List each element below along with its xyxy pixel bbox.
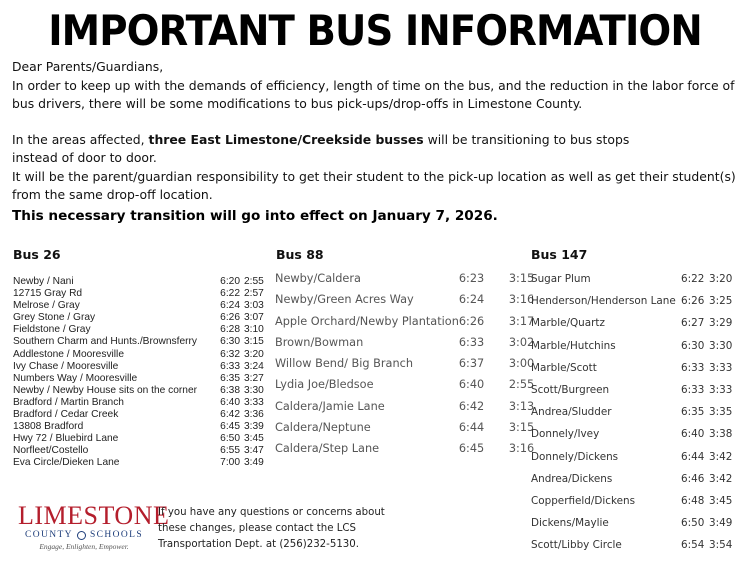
stop-name: Brown/Bowman	[275, 335, 364, 349]
stop-name: Norfleet/Costello	[13, 445, 89, 457]
schedule-row	[13, 397, 266, 409]
schedule-row	[13, 445, 266, 457]
schedule-row	[531, 490, 737, 512]
am-time: 6:35	[220, 372, 240, 384]
am-time: 6:46	[681, 472, 705, 485]
schedule-row	[13, 312, 266, 324]
stop-name: Caldera/Neptune	[275, 421, 371, 435]
schedule-row	[275, 374, 534, 395]
schedule-row	[531, 290, 737, 312]
am-time: 6:38	[220, 384, 240, 396]
pm-time: 3:15	[508, 421, 535, 435]
stop-name: Andrea/Sludder	[531, 406, 612, 419]
schedule-row	[13, 385, 266, 397]
stop-name: Bradford / Martin Branch	[13, 396, 124, 408]
paragraph-responsibility: It will be the parent/guardian responsibility to get their student to the pick-up location as well as get their student(s) from the same drop-off location.	[12, 168, 736, 202]
stop-name: Newby / Newby House sits on the corner	[13, 384, 198, 396]
stop-name: Numbers Way / Mooresville	[13, 372, 138, 384]
pm-time: 3:13	[508, 399, 535, 413]
pm-time: 3:29	[709, 317, 733, 330]
schedule-row	[531, 446, 737, 468]
schedule-row	[13, 349, 266, 361]
schedule-row	[13, 300, 266, 312]
pm-time: 2:55	[244, 276, 264, 287]
page-title: IMPORTANT BUS INFORMATION	[48, 6, 702, 55]
am-time: 6:45	[220, 421, 240, 433]
am-time: 6:44	[458, 421, 485, 435]
schedule-row	[13, 336, 266, 348]
stop-name: Newby / Nani	[13, 276, 74, 287]
am-time: 6:33	[681, 384, 705, 397]
schedule-row	[531, 468, 737, 490]
schedule-row	[275, 417, 534, 438]
stop-name: Sugar Plum	[531, 273, 591, 285]
bus-147-schedule	[531, 268, 737, 557]
am-time: 6:22	[220, 288, 240, 300]
am-time: 7:00	[220, 457, 240, 469]
schedule-row	[13, 324, 266, 336]
pm-time: 3:25	[709, 295, 733, 308]
pm-time: 3:00	[508, 357, 535, 371]
schedule-row	[531, 357, 737, 379]
pm-time: 3:30	[709, 339, 733, 352]
am-time: 6:40	[458, 378, 485, 392]
pm-time: 3:42	[709, 450, 733, 463]
pm-time: 3:02	[508, 335, 535, 349]
pm-time: 3:03	[244, 300, 264, 312]
limestone-county-schools-logo	[18, 501, 170, 551]
am-time: 6:33	[220, 360, 240, 372]
pm-time: 3:20	[709, 273, 733, 285]
paragraph-affected-bold: three East Limestone/Creekside busses	[148, 131, 424, 147]
am-time: 6:30	[220, 336, 240, 348]
stop-name: Hwy 72 / Bluebird Lane	[13, 433, 119, 445]
am-time: 6:33	[458, 335, 485, 349]
am-time: 6:35	[681, 406, 705, 419]
salutation: Dear Parents/Guardians,	[12, 59, 164, 74]
am-time: 6:26	[220, 312, 240, 324]
am-time: 6:30	[681, 339, 705, 352]
schedule-row	[531, 312, 737, 334]
am-time: 6:44	[681, 450, 705, 463]
schedule-row	[13, 288, 266, 300]
pm-time: 3:30	[244, 384, 264, 396]
stop-name: Ivy Chase / Mooresville	[13, 360, 119, 372]
am-time: 6:28	[220, 324, 240, 336]
pm-time: 3:39	[244, 421, 264, 433]
pm-time: 2:55	[508, 378, 535, 392]
bus-88-heading: Bus 88	[276, 247, 324, 262]
pm-time: 3:33	[709, 384, 733, 397]
pm-time: 3:07	[244, 312, 264, 324]
seal-icon	[77, 531, 86, 540]
stop-name: Scott/Libby Circle	[531, 539, 622, 552]
schedule-row	[531, 268, 737, 290]
stop-name: 12715 Gray Rd	[13, 288, 83, 300]
letter-body	[12, 58, 740, 227]
pm-time: 2:57	[244, 288, 264, 300]
schedule-row	[275, 289, 534, 310]
logo-wordmark: LIMESTONE	[18, 501, 170, 530]
schedule-row	[13, 373, 266, 385]
stop-name: Lydia Joe/Bledsoe	[275, 378, 374, 392]
paragraph-intro: In order to keep up with the demands of efficiency, length of time on the bus, and the reduction in the labor force of bus drivers, there will be some modifications to bus pick-ups/drop-offs in Limestone County.	[12, 77, 735, 111]
schedule-row	[275, 268, 534, 289]
stop-name: Dickens/Maylie	[531, 517, 609, 530]
paragraph-affected-line2: instead of door to door.	[12, 150, 157, 165]
pm-time: 3:49	[709, 517, 733, 530]
bus-147-heading: Bus 147	[531, 247, 588, 262]
pm-time: 3:42	[709, 472, 733, 485]
am-time: 6:24	[220, 300, 240, 312]
am-time: 6:26	[458, 314, 485, 328]
pm-time: 3:33	[709, 361, 733, 374]
stop-name: Southern Charm and Hunts./Brownsferry	[13, 336, 198, 348]
stop-name: Donnely/Ivey	[531, 428, 600, 441]
logo-subtitle	[18, 530, 150, 540]
stop-name: Marble/Hutchins	[531, 339, 616, 352]
am-time: 6:50	[681, 517, 705, 530]
pm-time: 3:33	[244, 396, 264, 408]
am-time: 6:26	[681, 295, 705, 308]
bus-26-schedule	[13, 276, 266, 470]
am-time: 6:24	[458, 293, 485, 307]
paragraph-affected-pre: In the areas affected,	[12, 131, 149, 147]
am-time: 6:42	[458, 399, 485, 413]
am-time: 6:45	[458, 442, 485, 456]
stop-name: Donnely/Dickens	[531, 450, 619, 463]
am-time: 6:55	[220, 445, 240, 457]
pm-time: 3:45	[709, 495, 733, 508]
stop-name: Scott/Burgreen	[531, 384, 610, 397]
logo-sub-left: COUNTY	[24, 530, 73, 540]
schedule-row	[13, 276, 266, 288]
am-time: 6:50	[220, 433, 240, 445]
am-time: 6:40	[681, 428, 705, 441]
am-time: 6:40	[220, 396, 240, 408]
schedule-row	[275, 332, 534, 353]
am-time: 6:22	[681, 273, 705, 285]
am-time: 6:27	[681, 317, 705, 330]
pm-time: 3:49	[244, 457, 264, 469]
stop-name: Andrea/Dickens	[531, 472, 613, 485]
contact-info: If you have any questions or concerns about these changes, please contact the LCS Transportation Dept. at (256)232-5130.	[158, 507, 385, 550]
schedule-row	[13, 409, 266, 421]
pm-time: 3:54	[709, 539, 733, 552]
bus-26-heading: Bus 26	[13, 247, 61, 262]
stop-name: Bradford / Cedar Creek	[13, 409, 119, 421]
stop-name: Henderson/Henderson Lane	[531, 295, 676, 308]
pm-time: 3:15	[244, 336, 264, 348]
schedule-row	[531, 512, 737, 534]
schedule-row	[531, 423, 737, 445]
stop-name: Addlestone / Mooresville	[13, 348, 124, 360]
stop-name: Copperfield/Dickens	[531, 495, 636, 508]
am-time: 6:23	[458, 272, 485, 285]
stop-name: Marble/Scott	[531, 361, 597, 374]
schedule-row	[531, 379, 737, 401]
stop-name: Newby/Green Acres Way	[275, 293, 414, 307]
schedule-row	[13, 421, 266, 433]
schedule-row	[275, 353, 534, 374]
stop-name: Willow Bend/ Big Branch	[275, 357, 414, 371]
pm-time: 3:47	[244, 445, 264, 457]
pm-time: 3:27	[244, 372, 264, 384]
schedule-row	[275, 396, 534, 417]
schedule-row	[13, 361, 266, 373]
schedule-row	[13, 457, 266, 469]
pm-time: 3:38	[709, 428, 733, 441]
schedule-row	[531, 335, 737, 357]
stop-name: Melrose / Gray	[13, 300, 80, 312]
pm-time: 3:17	[508, 314, 535, 328]
stop-name: Apple Orchard/Newby Plantation	[275, 314, 459, 328]
schedule-row	[531, 401, 737, 423]
stop-name: Eva Circle/Dieken Lane	[13, 457, 120, 469]
stop-name: Grey Stone / Gray	[13, 312, 96, 324]
stop-name: Newby/Caldera	[275, 272, 361, 285]
am-time: 6:37	[458, 357, 485, 371]
stop-name: Fieldstone / Gray	[13, 324, 91, 336]
schedule-row	[275, 438, 534, 459]
stop-name: Caldera/Jamie Lane	[275, 399, 385, 413]
stop-name: 13808 Bradford	[13, 421, 84, 433]
logo-sub-right: SCHOOLS	[89, 530, 144, 540]
schedule-row	[13, 433, 266, 445]
bus-88-schedule	[275, 268, 534, 460]
pm-time: 3:45	[244, 433, 264, 445]
am-time: 6:20	[220, 276, 240, 287]
stop-name: Caldera/Step Lane	[275, 442, 380, 456]
pm-time: 3:15	[508, 272, 535, 285]
effective-date-notice: This necessary transition will go into effect on January 7, 2026.	[12, 207, 498, 224]
schedule-row	[275, 311, 534, 332]
pm-time: 3:10	[244, 324, 264, 336]
schedule-row	[531, 534, 737, 556]
pm-time: 3:36	[244, 409, 264, 421]
pm-time: 3:35	[709, 406, 733, 419]
am-time: 6:33	[681, 361, 705, 374]
logo-tagline: Engage, Enlighten, Empower.	[39, 542, 129, 551]
pm-time: 3:20	[244, 348, 264, 360]
am-time: 6:32	[220, 348, 240, 360]
am-time: 6:48	[681, 495, 705, 508]
am-time: 6:54	[681, 539, 705, 552]
stop-name: Marble/Quartz	[531, 317, 605, 330]
pm-time: 3:16	[508, 442, 535, 456]
paragraph-affected	[12, 131, 740, 150]
pm-time: 3:24	[244, 360, 264, 372]
paragraph-affected-post: will be transitioning to bus stops	[423, 131, 630, 147]
am-time: 6:42	[220, 409, 240, 421]
pm-time: 3:16	[508, 293, 535, 307]
